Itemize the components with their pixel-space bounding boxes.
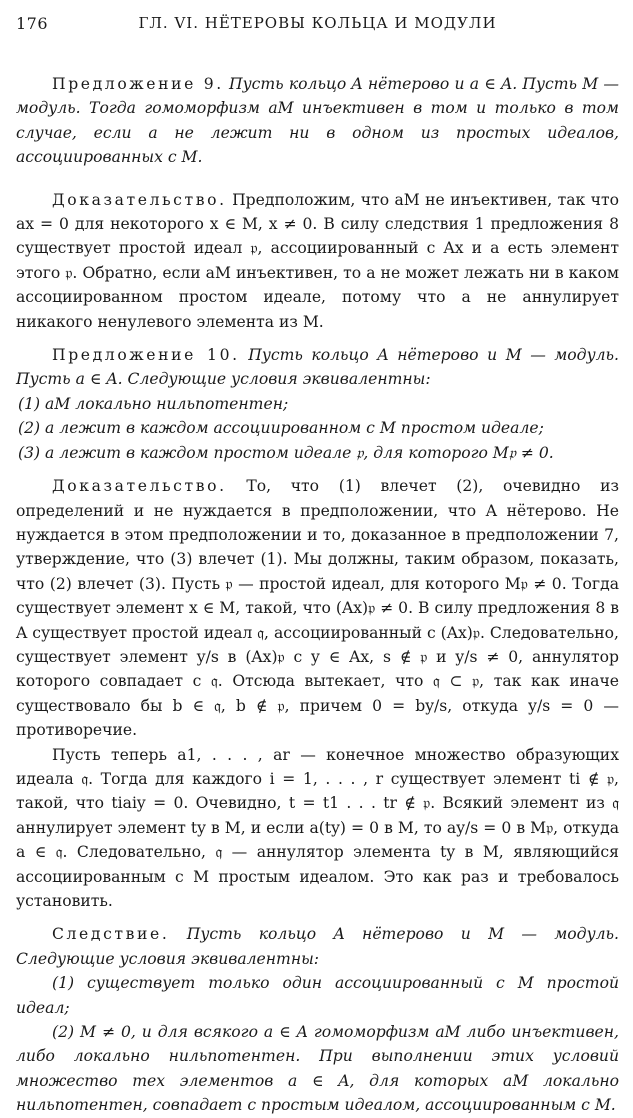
- proof-9-text: Предположим, что aM не инъективен, так что ax = 0 для некоторого x ∈ M, x ≠ 0. В силу следствия 1 предложения 8 существует простой идеал 𝔭, ассоциированный с Ax и a есть элемент этого 𝔭. Обратно, если aM инъективен, то a не может лежать ни в каком ассоциированном простом идеале, потому что a не аннулирует никакого ненулевого элемента из M.: [16, 190, 619, 331]
- page-body: [16, 72, 619, 1118]
- proposition-10-statement: Пусть кольцо A нётерово и M — модуль. Пусть a ∈ A. Следующие условия эквивалентны:: [16, 346, 619, 389]
- corollary-statement: Пусть кольцо A нётерово и M — модуль. Следующие условия эквивалентны:: [16, 925, 619, 968]
- proof-10-continuation: Пусть теперь a1, . . . , ar — конечное множество образующих идеала 𝔮. Тогда для каждого i = 1, . . . , r существует элемент ti ∉ 𝔭, такой, что tiaiy = 0. Очевидно, t = t1 . . . tr ∉ 𝔭. Всякий элемент из 𝔮 аннулирует элемент ty в M, и если a(ty) = 0 в M, то ay/s = 0 в M𝔭, откуда a ∈ 𝔮. Следовательно, 𝔮 — аннулятор элемента ty в M, являющийся ассоциированным с M простым идеалом. Это как раз и требовалось установить.: [16, 745, 619, 910]
- proof-9-label: Доказательство.: [52, 190, 227, 209]
- proposition-9: [16, 72, 619, 170]
- proof-10-label: Доказательство.: [52, 477, 227, 496]
- proposition-10: [16, 343, 619, 392]
- proposition-10-item-3: (3) a лежит в каждом простом идеале 𝔭, для которого M𝔭 ≠ 0.: [18, 443, 554, 462]
- proposition-10-item-1: (1) aM локально нильпотентен;: [18, 394, 289, 413]
- page-number: 176: [16, 14, 49, 33]
- proposition-10-label: Предложение 10.: [52, 346, 240, 365]
- proposition-10-item-2: (2) a лежит в каждом ассоциированном с M простом идеале;: [18, 419, 544, 438]
- proposition-9-statement: Пусть кольцо A нётерово и a ∈ A. Пусть M — модуль. Тогда гомоморфизм aM инъективен в том и только в том случае, если a не лежит ни в одном из простых идеалов, ассоциированных с M.: [16, 75, 619, 167]
- proposition-9-label: Предложение 9.: [52, 75, 224, 93]
- running-header: [16, 14, 619, 38]
- running-title: ГЛ. VI. НЁТЕРОВЫ КОЛЬЦА И МОДУЛИ: [138, 14, 497, 32]
- corollary-label: Следствие.: [52, 925, 170, 944]
- corollary-item-1: (1) существует только один ассоциированный с M простой идеал;: [16, 974, 619, 1017]
- proof-9: [16, 188, 619, 334]
- corollary: [16, 922, 619, 971]
- proof-10-text: То, что (1) влечет (2), очевидно из определений и не нуждается в предположении, что A нётерово. Не нуждается в этом предположении и то, доказанное в предположении 7, утверждение, что (3) влечет (1). Мы должны, таким образом, показать, что (2) влечет (3). Пусть 𝔭 — простой идеал, для которого M𝔭 ≠ 0. Тогда существует элемент x ∈ M, такой, что (Ax)𝔭 ≠ 0. В силу предложения 8 в A существует простой идеал 𝔮, ассоциированный с (Ax)𝔭. Следовательно, существует элемент y/s в (Ax)𝔭 с y ∈ Ax, s ∉ 𝔭 и y/s ≠ 0, аннулятор которого совпадает с 𝔮. Отсюда вытекает, что 𝔮 ⊂ 𝔭, так как иначе существовало бы b ∈ 𝔮, b ∉ 𝔭, причем 0 = by/s, откуда y/s = 0 — противоречие.: [16, 477, 619, 740]
- corollary-item-2: (2) M ≠ 0, и для всякого a ∈ A гомоморфизм aM либо инъективен, либо локально нильпотентен. При выполнении этих условий множество тех элементов a ∈ A, для которых aM локально нильпотентен, совпадает с простым идеалом, ассоциированным с M.: [16, 1023, 619, 1115]
- proof-10: [16, 474, 619, 742]
